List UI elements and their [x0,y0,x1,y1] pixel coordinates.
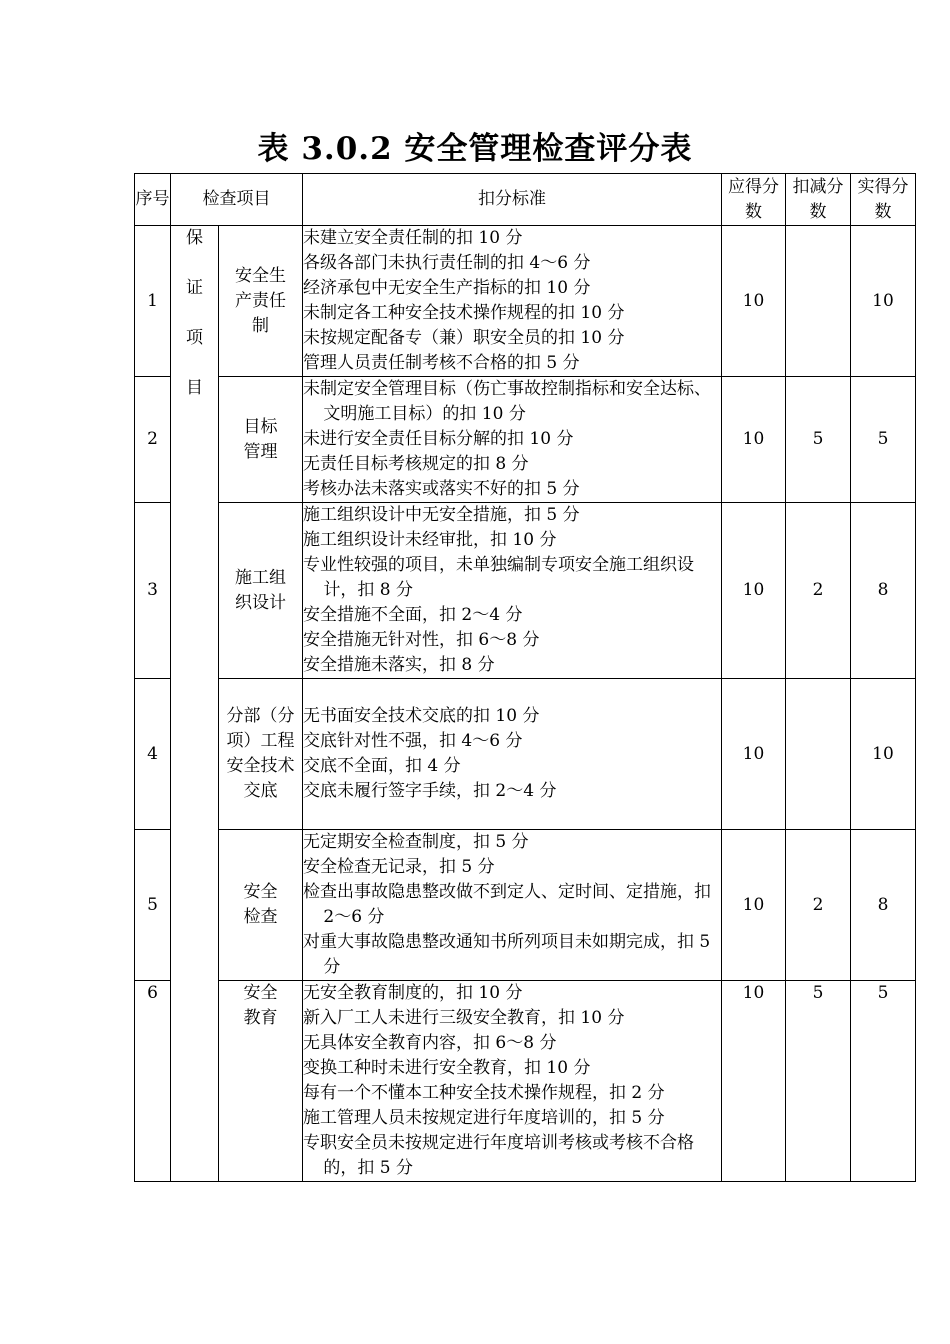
criteria-line: 无责任目标考核规定的扣 8 分 [303,454,529,474]
due-score: 10 [722,981,786,1182]
check-item: 目标管理 [219,377,303,503]
criteria-cell [303,981,722,1182]
criteria-line: 安全措施无针对性，扣 6～8 分 [303,630,540,650]
deducted-score: 2 [786,503,851,679]
table-row [135,830,916,981]
category-char: 保 [186,228,203,248]
criteria-line: 未建立安全责任制的扣 10 分 [303,228,523,248]
scoring-table [134,173,916,1182]
header-criteria: 扣分标准 [303,174,722,226]
category-char: 目 [186,378,203,398]
criteria-cell [303,830,722,981]
row-index: 6 [135,981,171,1182]
actual-score: 8 [851,830,916,981]
criteria-cell [303,377,722,503]
check-item: 安全生产责任制 [219,226,303,377]
actual-score: 10 [851,226,916,377]
deducted-score: 5 [786,981,851,1182]
row-index: 2 [135,377,171,503]
criteria-line: 施工组织设计中无安全措施，扣 5 分 [303,505,580,525]
header-index: 序号 [135,174,171,226]
criteria-line: 每有一个不懂本工种安全技术操作规程，扣 2 分 [303,1083,665,1103]
criteria-line: 安全措施不全面，扣 2～4 分 [303,605,523,625]
criteria-line: 未制定安全管理目标（伤亡事故控制指标和安全达标、文明施工目标）的扣 10 分 [303,379,711,424]
category-char: 证 [186,278,203,298]
actual-score: 10 [851,679,916,830]
check-item: 施工组织设计 [219,503,303,679]
page-title: 表 3.0.2 安全管理检查评分表 [257,131,693,167]
criteria-line: 交底针对性不强，扣 4～6 分 [303,731,523,751]
header-check-item: 检查项目 [171,174,303,226]
due-score: 10 [722,503,786,679]
header-actual: 实得分数 [851,174,916,226]
criteria-line: 无安全教育制度的，扣 10 分 [303,983,523,1003]
category-cell [171,226,219,1182]
criteria-line: 未进行安全责任目标分解的扣 10 分 [303,429,574,449]
actual-score: 5 [851,981,916,1182]
deducted-score: 2 [786,830,851,981]
due-score: 10 [722,226,786,377]
criteria-cell [303,679,722,830]
criteria-line: 经济承包中无安全生产指标的扣 10 分 [303,278,591,298]
check-item: 安全教育 [219,981,303,1182]
header-deducted: 扣减分数 [786,174,851,226]
criteria-line: 交底不全面，扣 4 分 [303,756,461,776]
actual-score: 5 [851,377,916,503]
criteria-line: 专职安全员未按规定进行年度培训考核或考核不合格的，扣 5 分 [303,1133,694,1178]
criteria-line: 对重大事故隐患整改通知书所列项目未如期完成，扣 5 分 [303,932,711,977]
criteria-line: 变换工种时未进行安全教育，扣 10 分 [303,1058,591,1078]
criteria-line: 安全措施未落实，扣 8 分 [303,655,495,675]
criteria-line: 未按规定配备专（兼）职安全员的扣 10 分 [303,328,625,348]
table-row [135,981,916,1182]
criteria-cell [303,226,722,377]
row-index: 4 [135,679,171,830]
actual-score: 8 [851,503,916,679]
criteria-cell [303,503,722,679]
row-index: 5 [135,830,171,981]
criteria-line: 专业性较强的项目，未单独编制专项安全施工组织设计，扣 8 分 [303,555,694,600]
due-score: 10 [722,679,786,830]
check-item: 安全检查 [219,830,303,981]
row-index: 1 [135,226,171,377]
criteria-line: 未制定各工种安全技术操作规程的扣 10 分 [303,303,625,323]
criteria-line: 考核办法未落实或落实不好的扣 5 分 [303,479,580,499]
criteria-line: 无具体安全教育内容，扣 6～8 分 [303,1033,557,1053]
deducted-score [786,679,851,830]
row-index: 3 [135,503,171,679]
due-score: 10 [722,377,786,503]
criteria-line: 检查出事故隐患整改做不到定人、定时间、定措施，扣 2～6 分 [303,882,711,927]
deducted-score: 5 [786,377,851,503]
deducted-score [786,226,851,377]
criteria-line: 管理人员责任制考核不合格的扣 5 分 [303,353,580,373]
category-char: 项 [186,328,203,348]
header-due-score: 应得分数 [722,174,786,226]
table-row [135,503,916,679]
criteria-line: 各级各部门未执行责任制的扣 4～6 分 [303,253,591,273]
check-item: 分部（分项）工程安全技术交底 [219,679,303,830]
due-score: 10 [722,830,786,981]
criteria-line: 交底未履行签字手续，扣 2～4 分 [303,781,557,801]
table-row [135,679,916,830]
table-row [135,226,916,377]
criteria-line: 无定期安全检查制度，扣 5 分 [303,832,529,852]
criteria-line: 新入厂工人未进行三级安全教育，扣 10 分 [303,1008,625,1028]
criteria-line: 施工管理人员未按规定进行年度培训的，扣 5 分 [303,1108,665,1128]
criteria-line: 施工组织设计未经审批，扣 10 分 [303,530,557,550]
criteria-line: 无书面安全技术交底的扣 10 分 [303,706,540,726]
table-row [135,377,916,503]
criteria-line: 安全检查无记录，扣 5 分 [303,857,495,877]
